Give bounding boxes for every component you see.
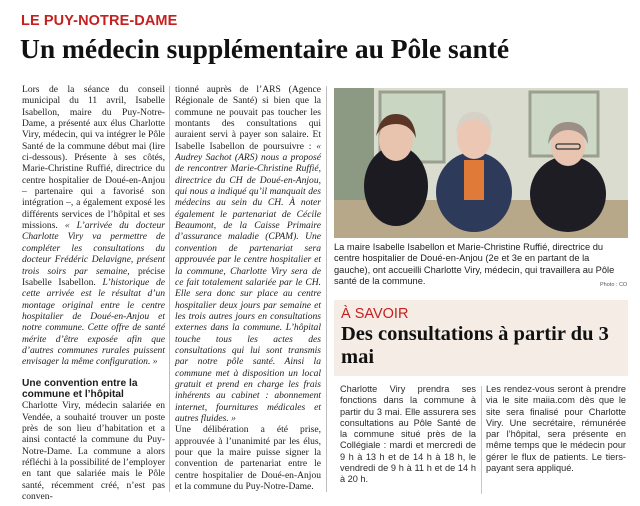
photo-illustration bbox=[334, 88, 628, 238]
photo-caption: La maire Isabelle Isabellon et Marie-Christine Ruffié, directrice du centre hospitalier de Doué-en-Anjou (2e et 3e en partant de la gauche), ont accueilli Charlotte Viry, médecin, qui travaillera au Pôle santé de la commune. bbox=[334, 242, 615, 287]
paragraph-text: tionné auprès de l’ARS (Agence Régionale de Santé) si bien que la commune ne pouvait pas toucher les montants des consultations qui auraient servi à payer son salaire. Et Isabelle Isabellon de poursuivre : bbox=[175, 84, 321, 152]
subheading: Une convention entre la commune et l’hôpital bbox=[22, 377, 138, 400]
article-column-1 bbox=[22, 84, 165, 503]
section-kicker: LE PUY-NOTRE-DAME bbox=[21, 13, 178, 29]
article-headline: Un médecin supplémentaire au Pôle santé bbox=[20, 33, 510, 64]
article-column-2 bbox=[175, 84, 321, 492]
paragraph: Charlotte Viry, médecin salariée en Vendée, a souhaité trouver un poste près de son lieu d’habitation et a ainsi contacté la commune du Puy-Notre-Dame. La commune a alors réfléchi à la possibilité de l’employer en tant que salariée mais le Pôle santé, récemment créé, n’est pas conven- bbox=[22, 400, 165, 503]
column-divider bbox=[169, 86, 170, 492]
column-divider bbox=[326, 86, 327, 492]
info-box-column-2: Les rendez-vous seront à prendre via le site maiia.com dès que le site sera finalisé pour Charlotte Viry. Une secrétaire, rémunérée par l’hôpital, sera présente en même temps que le médecin pour gérer le flux de patients. Le tiers-payant sera appliqué. bbox=[486, 384, 626, 474]
info-box-title: Des consultations à partir du 3 mai bbox=[341, 323, 609, 368]
quote: « Audrey Sachot (ARS) nous a proposé de rencontrer Marie-Christine Ruffié, directrice du CH de Doué-en-Anjou, qui nous a indiqué qu’il manquait des médecins au sein du CH. À noter également le partenariat de Cécile Beaumont, de la Caisse Primaire d’assurance maladie (CPAM). Une convention de partenariat sera approuvée par le centre hospitalier et la commune, Charlotte Viry sera de ce fait totalement salariée par le CH. Elle sera donc sur place au centre hospitalier deux jours par semaine et les trois autres jours en consultations externes dans la commune. L’hôpital touche tous les actes des consultations qui lui sont transmis par notre pôle santé. Ainsi la commune met à disposition un local gratuit et prend en charge les frais inhérents au cabinet : abonnement internet, fournitures médicales et autres fluides. » bbox=[175, 140, 321, 424]
paragraph bbox=[22, 84, 165, 368]
info-box-kicker: À SAVOIR bbox=[341, 306, 409, 322]
info-box-column-1: Charlotte Viry prendra ses fonctions dans la commune à partir du 3 mai. Elle assurera ses consultations au Pôle Santé de la commune situé près de la Collégiale : mardi et mercredi de 9 h à 13 h et de 14 h à 18 h, le vendredi de 9 h à 11 h et de 14 h à 20 h. bbox=[340, 384, 476, 485]
paragraph: Une délibération a été prise, approuvée à l’unanimité par les élus, pour que la maire puisse signer la convention de partenariat entre le centre hospitalier de Doué-en-Anjou et la commune du Puy-Notre-Dame. bbox=[175, 424, 321, 493]
quote: « L’arrivée du docteur Charlotte Viry va permettre de compléter les consultations du docteur Frédéric Delavigne, présent trois soirs par semaine bbox=[22, 220, 165, 277]
article-photo bbox=[334, 88, 628, 238]
quote-attribution: , précise Isabelle Isabellon. bbox=[22, 265, 165, 288]
photo-credit: Photo : CO bbox=[600, 282, 628, 288]
paragraph bbox=[175, 84, 321, 424]
column-divider bbox=[481, 386, 482, 494]
quote: L’historique de cette arrivée est le résultat d’un montage original entre le centre hospitalier de Doué-en-Anjou et notre commune. Cette offre de santé mérite d’être exposée afin que d’autres communes rurales puissent envisager la même configuration. » bbox=[22, 276, 165, 368]
paragraph-text: Lors de la séance du conseil municipal du 11 avril, Isabelle Isabellon, maire du Puy-Notre-Dame, a présenté aux élus Charlotte Viry, médecin, qui va intégrer le Pôle Santé de la commune début mai (lire ci-dessous). Présente à ses côtés, Marie-Christine Ruffié, directrice du centre hospitalier de Doué-en-Anjou – partenaire qui a favorisé son intégration –, a également exposé les différents services de l’hôpital et ses missions. bbox=[22, 84, 165, 232]
